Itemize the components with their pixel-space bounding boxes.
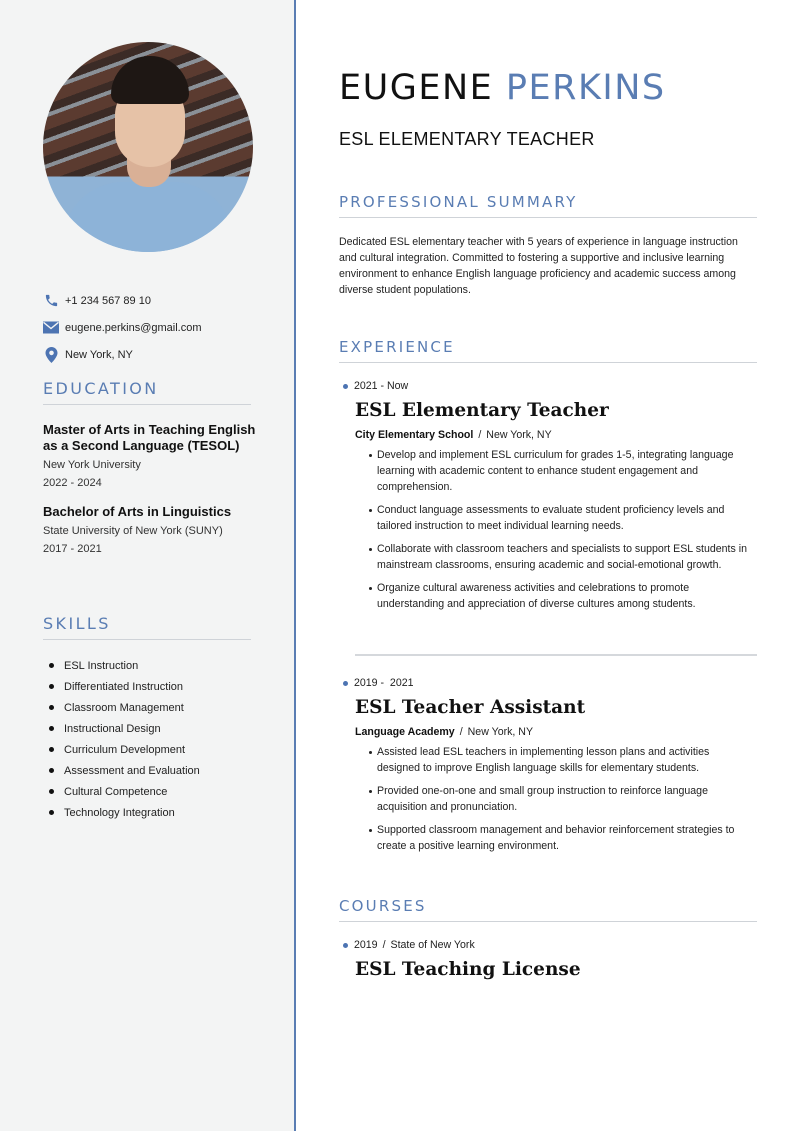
course-item xyxy=(339,938,757,982)
course-issuer: State of New York xyxy=(390,939,475,951)
org-location: New York, NY xyxy=(467,726,534,738)
full-name xyxy=(339,68,666,108)
bullet-icon xyxy=(49,789,54,794)
skills-heading: SKILLS xyxy=(43,614,251,640)
bullet-icon xyxy=(49,663,54,668)
profile-photo xyxy=(43,42,253,252)
bullet-icon xyxy=(49,810,54,815)
sidebar-divider xyxy=(294,0,296,1131)
email-text: eugene.perkins@gmail.com xyxy=(65,321,202,334)
education-item xyxy=(43,504,258,556)
phone-icon xyxy=(43,293,59,309)
experience-item xyxy=(339,379,757,619)
envelope-icon xyxy=(43,320,59,336)
degree: Bachelor of Arts in Linguistics xyxy=(43,504,232,519)
responsibilities-list xyxy=(370,447,757,612)
phone-text: +1 234 567 89 10 xyxy=(65,294,151,307)
timeline-dot-icon xyxy=(343,943,348,948)
separator: / xyxy=(382,939,386,951)
skills-list xyxy=(49,655,200,823)
org-line xyxy=(355,429,757,441)
responsibility-item: Organize cultural awareness activities and celebrations to promote understanding and appreciation of diverse cultures among students. xyxy=(370,580,750,612)
separator: / xyxy=(459,726,463,738)
location-text: New York, NY xyxy=(65,348,133,361)
responsibility-item: Develop and implement ESL curriculum for grades 1-5, integrating language learning with academic content to enhance student engagement and comprehension. xyxy=(370,447,750,495)
entry-dates: 2021 - Now xyxy=(339,379,757,393)
experience-divider xyxy=(355,654,757,656)
first-name: EUGENE xyxy=(339,68,494,108)
responsibility-item: Assisted lead ESL teachers in implementing lesson plans and activities designed to improve English language skills for elementary students. xyxy=(370,744,750,776)
skill-item: ESL Instruction xyxy=(49,655,200,676)
bullet-icon xyxy=(49,768,54,773)
skill-item: Curriculum Development xyxy=(49,739,200,760)
skill-item: Technology Integration xyxy=(49,802,200,823)
degree: Master of Arts in Teaching English as a Second Language (TESOL) xyxy=(43,422,256,453)
responsibility-item: Provided one-on-one and small group instruction to reinforce language acquisition and pronunciation. xyxy=(370,783,750,815)
separator: / xyxy=(478,429,482,441)
entry-dates: 2019 - 2021 xyxy=(339,676,757,690)
photo-shirt xyxy=(63,182,233,252)
contact-phone[interactable] xyxy=(43,287,202,314)
responsibilities-list xyxy=(370,744,757,854)
bullet-icon xyxy=(49,684,54,689)
responsibility-item: Supported classroom management and behavior reinforcement strategies to create a positive learning environment. xyxy=(370,822,750,854)
education-heading: EDUCATION xyxy=(43,379,251,405)
education-item xyxy=(43,422,258,490)
responsibility-item: Collaborate with classroom teachers and specialists to support ESL students in mainstream classrooms, ensuring academic and social-emotional growth. xyxy=(370,541,750,573)
job-title: ESL ELEMENTARY TEACHER xyxy=(339,129,595,149)
skill-item: Differentiated Instruction xyxy=(49,676,200,697)
summary-text: Dedicated ESL elementary teacher with 5 years of experience in language instruction and cultural integration. Committed to fostering a supportive and inclusive learning environment to enhance English language proficiency and academic success among diverse student populations. xyxy=(339,236,738,296)
contact-email[interactable] xyxy=(43,314,202,341)
photo-hair xyxy=(111,56,189,104)
skill-item: Classroom Management xyxy=(49,697,200,718)
education-list xyxy=(43,422,258,570)
skill-item: Cultural Competence xyxy=(49,781,200,802)
org-location: New York, NY xyxy=(486,429,552,441)
timeline-dot-icon xyxy=(343,681,348,686)
course-meta xyxy=(339,938,757,952)
course-title: ESL Teaching License xyxy=(355,959,581,980)
contact-location xyxy=(43,341,202,368)
org-line xyxy=(355,726,757,738)
summary-heading: PROFESSIONAL SUMMARY xyxy=(339,193,757,218)
role-title: ESL Teacher Assistant xyxy=(355,697,586,718)
last-name: PERKINS xyxy=(505,68,666,108)
courses-heading: COURSES xyxy=(339,897,757,922)
contact-list xyxy=(43,287,202,368)
experience-item xyxy=(339,676,757,861)
experience-heading: EXPERIENCE xyxy=(339,338,757,363)
bullet-icon xyxy=(49,747,54,752)
school: State University of New York (SUNY) xyxy=(43,525,223,537)
bullet-icon xyxy=(49,705,54,710)
skill-item: Assessment and Evaluation xyxy=(49,760,200,781)
skill-item: Instructional Design xyxy=(49,718,200,739)
org-name: City Elementary School xyxy=(355,429,474,441)
timeline-dot-icon xyxy=(343,384,348,389)
bullet-icon xyxy=(49,726,54,731)
course-year: 2019 xyxy=(354,939,378,951)
school: New York University xyxy=(43,459,141,471)
years: 2022 - 2024 xyxy=(43,477,102,489)
years: 2017 - 2021 xyxy=(43,543,102,555)
map-pin-icon xyxy=(43,347,59,363)
org-name: Language Academy xyxy=(355,726,455,738)
role-title: ESL Elementary Teacher xyxy=(355,400,609,421)
responsibility-item: Conduct language assessments to evaluate student proficiency levels and tailored instruction to meet individual learning needs. xyxy=(370,502,750,534)
